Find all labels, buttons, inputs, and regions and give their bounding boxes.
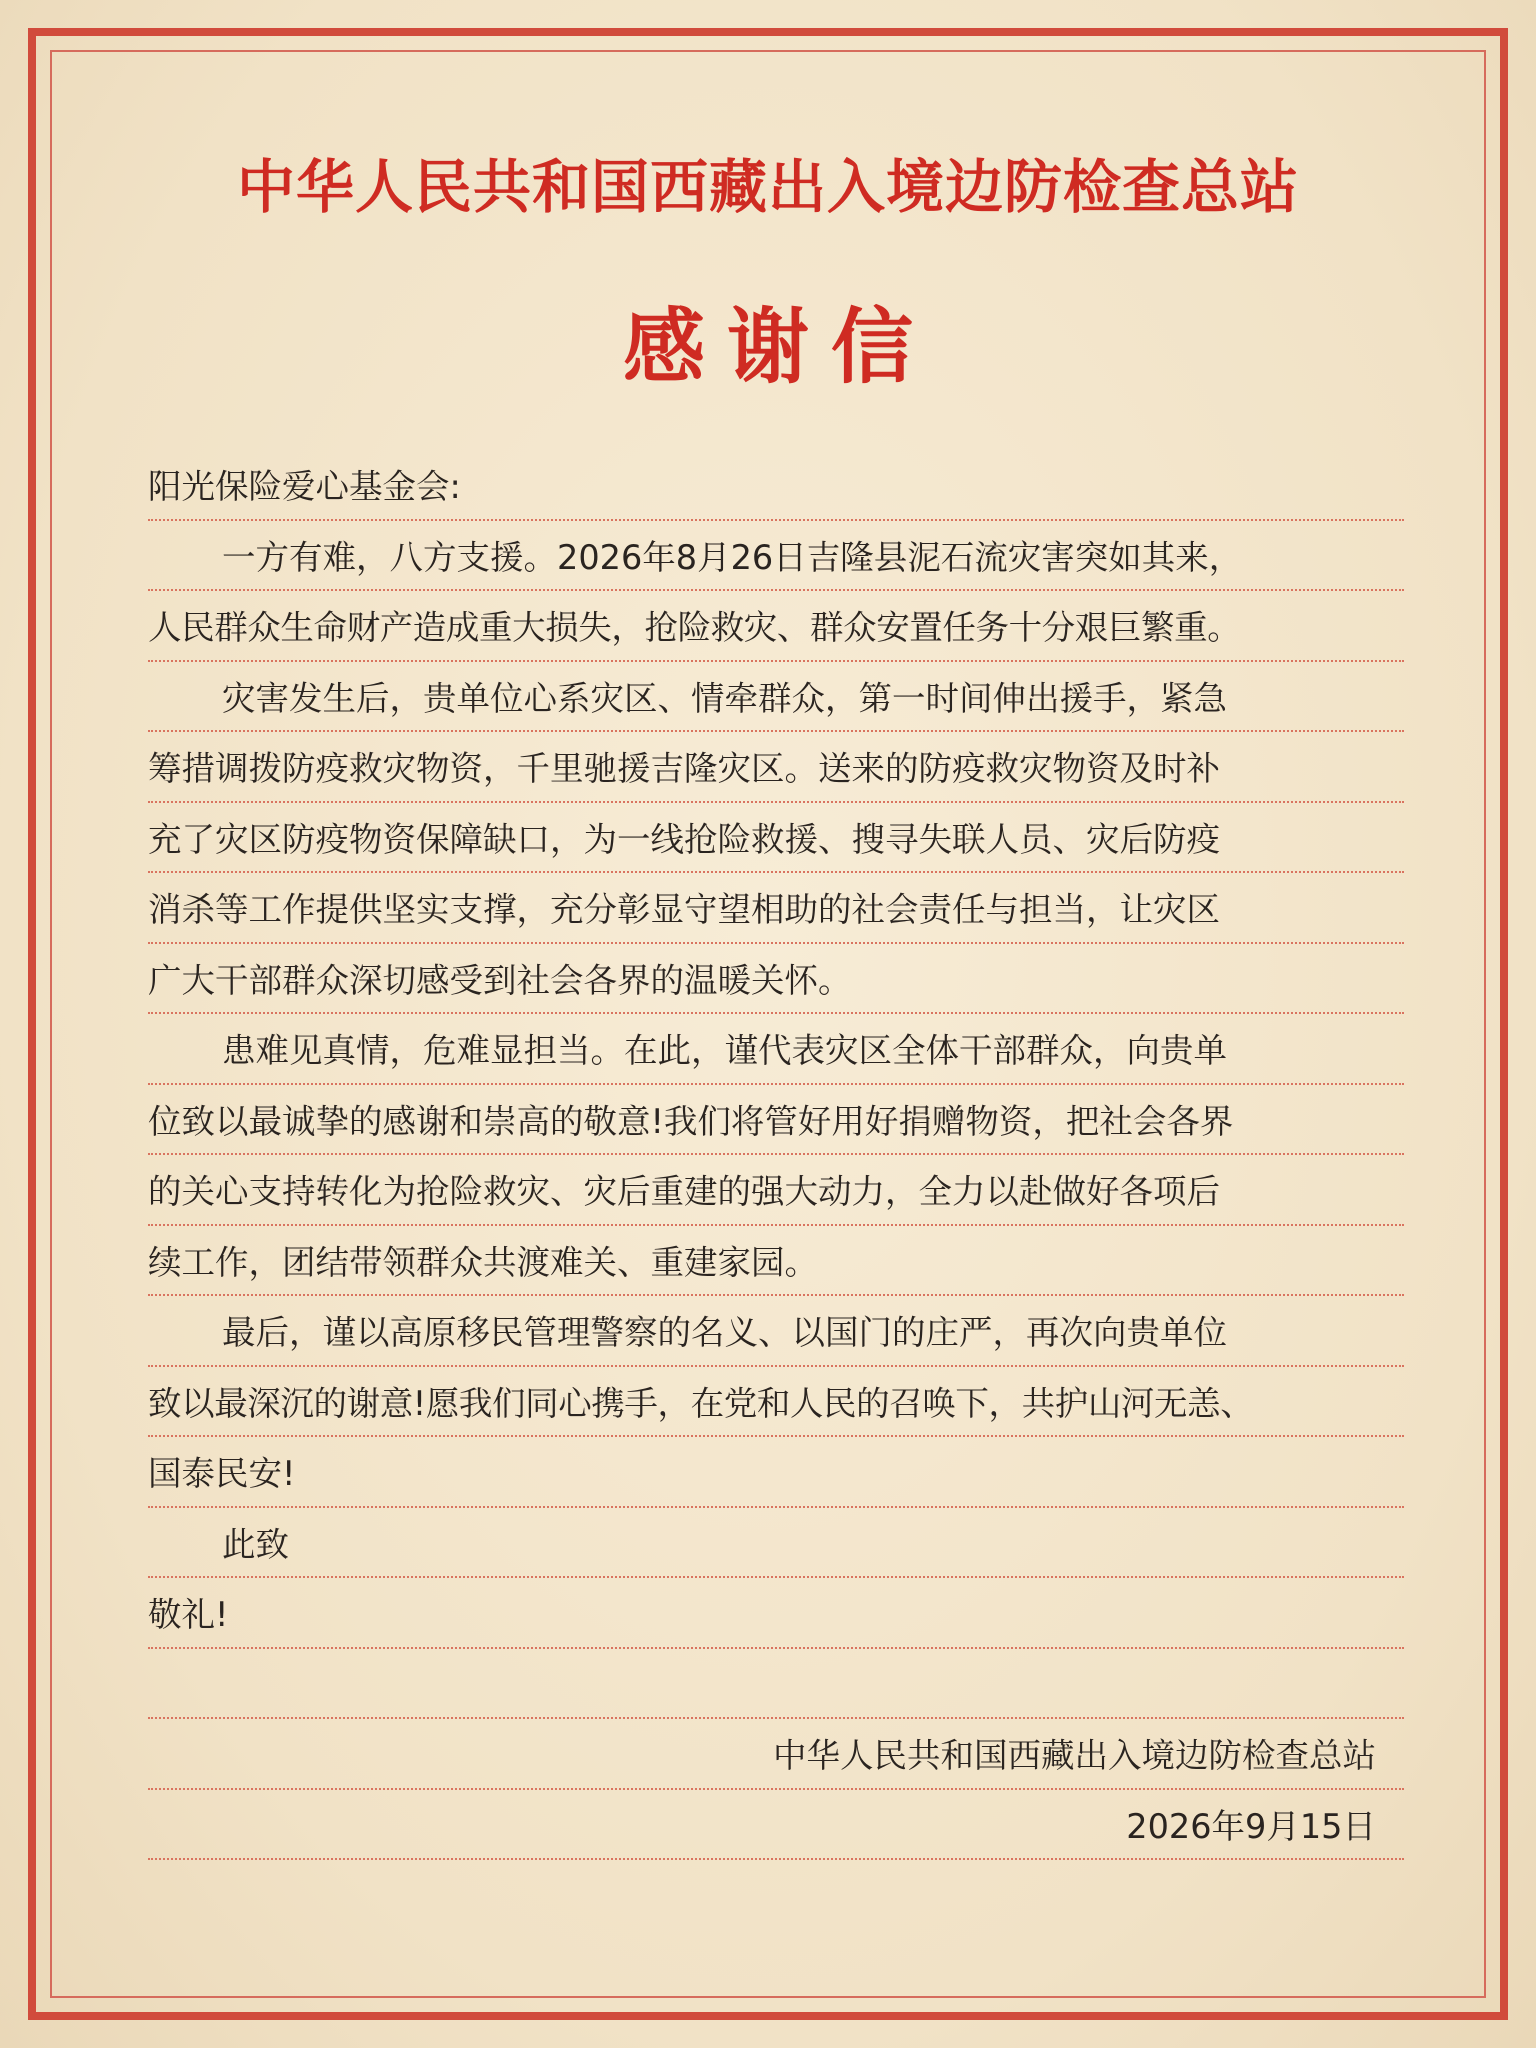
body-line: 一方有难，八方支援。2026年8月26日吉隆县泥石流灾害突如其来，: [148, 521, 1404, 592]
body-line: 筹措调拨防疫救灾物资，千里驰援吉隆灾区。送来的防疫救灾物资及时补: [148, 732, 1404, 803]
organization-title: 中华人民共和国西藏出入境边防检查总站: [236, 153, 1299, 221]
body-line: 位致以最诚挚的感谢和崇高的敬意!我们将管好用好捐赠物资，把社会各界: [148, 1085, 1404, 1156]
body-line: 消杀等工作提供坚实支撑，充分彰显守望相助的社会责任与担当，让灾区: [148, 873, 1404, 944]
body-line: 致以最深沉的谢意!愿我们同心携手，在党和人民的召唤下，共护山河无恙、: [148, 1367, 1404, 1438]
body-line: 最后，谨以高原移民管理警察的名义、以国门的庄严，再次向贵单位: [148, 1296, 1404, 1367]
salutation: 阳光保险爱心基金会:: [148, 450, 1404, 521]
closing-line: 此致: [148, 1508, 1404, 1579]
closing-line: 敬礼!: [148, 1578, 1404, 1649]
blank-line: [148, 1649, 1404, 1720]
signature-date: 2026年9月15日: [148, 1790, 1404, 1861]
body-line: 续工作，团结带领群众共渡难关、重建家园。: [148, 1226, 1404, 1297]
body-line: 灾害发生后，贵单位心系灾区、情牵群众，第一时间伸出援手，紧急: [148, 662, 1404, 733]
body-line: 人民群众生命财产造成重大损失，抢险救灾、群众安置任务十分艰巨繁重。: [148, 591, 1404, 662]
letter-title: 感谢信: [622, 299, 935, 395]
signature-organization: 中华人民共和国西藏出入境边防检查总站: [148, 1719, 1404, 1790]
body-line: 的关心支持转化为抢险救灾、灾后重建的强大动力，全力以赴做好各项后: [148, 1155, 1404, 1226]
letter-body: [148, 450, 1404, 1860]
body-line: 患难见真情，危难显担当。在此，谨代表灾区全体干部群众，向贵单: [148, 1014, 1404, 1085]
body-line: 充了灾区防疫物资保障缺口，为一线抢险救援、搜寻失联人员、灾后防疫: [148, 803, 1404, 874]
body-line: 国泰民安!: [148, 1437, 1404, 1508]
body-line: 广大干部群众深切感受到社会各界的温暖关怀。: [148, 944, 1404, 1015]
